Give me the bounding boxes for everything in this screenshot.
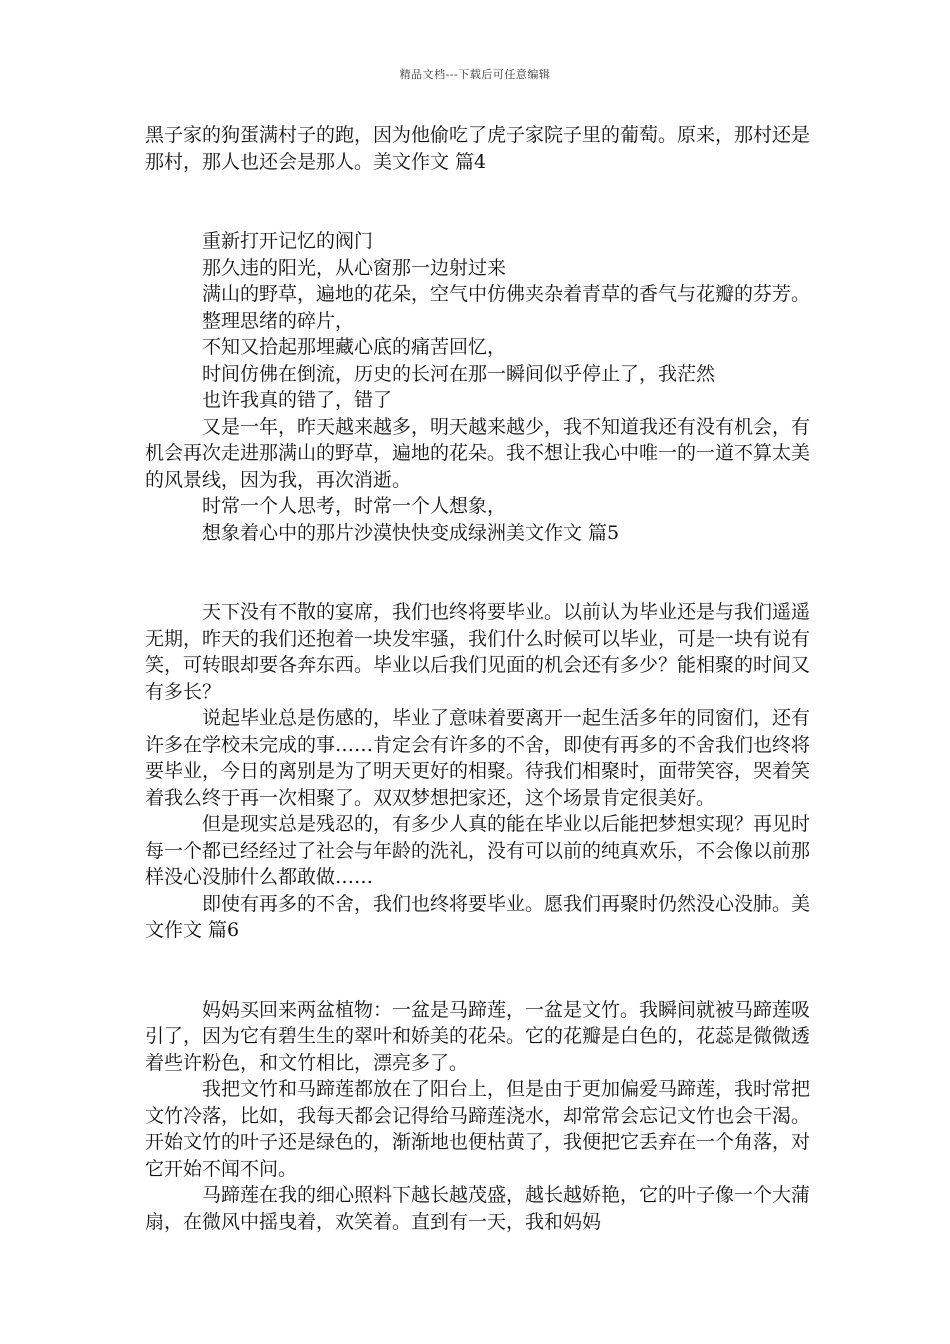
paragraph: 时间仿佛在倒流，历史的长河在那一瞬间似乎停止了，我茫然: [202, 362, 716, 385]
paragraph: 也许我真的错了，错了: [202, 389, 393, 411]
paragraph: 想象着心中的那片沙漠快快变成绿洲美文作文 篇5: [202, 521, 620, 544]
paragraph: 重新打开记忆的阀门: [202, 230, 374, 252]
paragraph: 不知又拾起那埋藏心底的痛苦回忆，: [202, 336, 507, 358]
section-gap: [145, 546, 810, 599]
paragraph: 即使有再多的不舍，我们也终将要毕业。愿我们再聚时仍然没心没肺。美文作文 篇6: [145, 892, 811, 941]
paragraph: 时常一个人思考，时常一个人想象，: [202, 495, 507, 517]
paragraph: 妈妈买回来两盆植物：一盆是马蹄莲，一盆是文竹。我瞬间就被马蹄莲吸引了，因为它有碧生生的翠叶和娇美的花朵。它的花瓣是白色的，花蕊是微微透着些许粉色，和文竹相比，漂亮多了。: [145, 998, 811, 1074]
paragraph: 我把文竹和马蹄莲都放在了阳台上，但是由于更加偏爱马蹄莲，我时常把文竹冷落，比如，我每天都会记得给马蹄莲浇水，却常常会忘记文竹也会干渴。开始文竹的叶子还是绿色的，渐渐地也便枯黄了，我便把它丢弃在一个角落，对它开始不闻不问。: [145, 1078, 811, 1180]
paragraph: 满山的野草，遍地的花朵，空气中仿佛夹杂着青草的香气与花瓣的芬芳。: [202, 283, 811, 305]
section-gap: [145, 944, 810, 997]
paragraph: 整理思绪的碎片，: [202, 309, 355, 332]
page-header: 精品文档---下载后可任意编辑: [399, 68, 551, 81]
paragraph: 又是一年，昨天越来越多，明天越来越少，我不知道我还有没有机会，有机会再次走进那满山的野草，遍地的花朵。我不想让我心中唯一的一道不算太美的风景线，因为我，再次消逝。: [145, 415, 811, 491]
document-body: [145, 122, 810, 1235]
paragraph: 但是现实总是残忍的，有多少人真的能在毕业以后能把梦想实现？再见时每一个都已经经过了社会与年龄的洗礼，没有可以前的纯真欢乐，不会像以前那样没心没肺什么都敢做……: [145, 813, 811, 888]
paragraph: 说起毕业总是伤感的，毕业了意味着要离开一起生活多年的同窗们，还有许多在学校未完成的事……肯定会有许多的不舍，即使有再多的不舍我们也终将要毕业，今日的离别是为了明天更好的相聚。待我们相聚时，面带笑容，哭着笑着我么终于再一次相聚了。双双梦想把家还，这个场景肯定很美好。: [145, 707, 811, 809]
paragraph: 天下没有不散的宴席，我们也终将要毕业。以前认为毕业还是与我们遥遥无期，昨天的我们还抱着一块发牢骚，我们什么时候可以毕业，可是一块有说有笑，可转眼却要各奔东西。毕业以后我们见面的机会还有多少？能相聚的时间又有多长？: [145, 601, 811, 703]
section-gap: [145, 175, 810, 228]
paragraph: 马蹄莲在我的细心照料下越长越茂盛，越长越娇艳，它的叶子像一个大蒲扇，在微风中摇曳着，欢笑着。直到有一天，我和妈妈: [145, 1184, 811, 1233]
paragraph: 黑子家的狗蛋满村子的跑，因为他偷吃了虎子家院子里的葡萄。原来，那村还是那村，那人也还会是那人。美文作文 篇4: [145, 124, 811, 173]
paragraph: 那久违的阳光，从心窗那一边射过来: [202, 256, 507, 279]
